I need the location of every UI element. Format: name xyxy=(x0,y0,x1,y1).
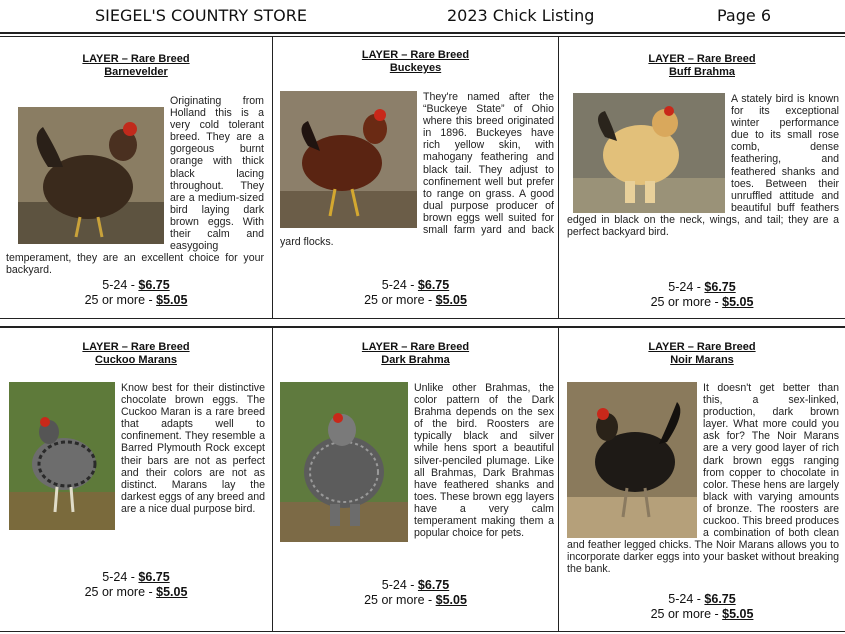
dark-brahma-photo xyxy=(280,382,408,542)
breed-description: Know best for their distinctive chocolate brown eggs. The Cuckoo Maran is a rare breed that adapts well to confinement. They resemble a Barred Plymouth Rock except their bars are not as perfect and their colors are not as distinct. Marans lay the darkest eggs of any breed and are a nice dual purpose bird. xyxy=(121,382,265,515)
breed-description: It doesn't get better than this, a sex-linked, production, dark brown layer. What more could you ask for? The Noir Marans are a very good layer of rich dark brown eggs ranging from copper to chocolate in color. These hens are largely black with varying amounts of bronze. The roosters are cuckoo. This breed produces a combination of both clean and feather legged chicks. The Noir Marans allows you to incorporate darker eggs into your basket without breaking the bank. xyxy=(567,382,839,576)
breed-description: Originating from Holland this is a very cold tolerant breed. They are a gorgeous burnt orange with thick black lacing throughout. They are a medium-sized bird laying dark brown eggs. With their calm and easygoing temperament, they are an excellent choice for your backyard. xyxy=(6,95,264,277)
price-tier2: $5.05 xyxy=(722,295,754,309)
breed-title xyxy=(273,49,558,75)
price-block: 5-24 - $6.75 25 or more - $5.05 xyxy=(364,278,467,307)
price-block: 5-24 - $6.75 25 or more - $5.05 xyxy=(650,280,754,309)
price-tier2: $5.05 xyxy=(156,585,188,599)
breed-name: Noir Marans xyxy=(670,354,734,366)
breed-title xyxy=(0,341,272,367)
breed-description: Unlike other Brahmas, the color pattern of the Dark Brahma depends on the sex of the bird. Roosters are typically black and silver while hens sport a beautiful silver-penciled plumage. Like all Brahmas, Dark Brahmas have feathered shanks and toes. These brown egg layers have a very calm temperament making them a popular choice for pets. xyxy=(414,382,554,540)
price-tier2: $5.05 xyxy=(156,293,188,307)
price-tier2: $5.05 xyxy=(722,607,754,621)
noir-marans-photo xyxy=(567,382,697,538)
breed-description: A stately bird is known for its exceptional winter performance due to its small rose comb, dense feathering, and feathered shanks and toes. Between their unruffled attitude and beautiful buff feathers edged in black on the neck, wings, and tail; they are a perfect backyard bird. xyxy=(567,93,839,239)
price-tier1: $6.75 xyxy=(417,578,450,592)
breed-card-buff-brahma xyxy=(559,37,845,318)
buff-brahma-photo xyxy=(573,93,725,213)
breed-description-block xyxy=(280,382,554,542)
breed-card-barnevelder xyxy=(0,37,272,318)
breed-title xyxy=(0,53,272,79)
page-number: Page 6 xyxy=(717,6,771,25)
breed-category: LAYER – Rare Breed xyxy=(82,53,190,65)
price-tier1: $6.75 xyxy=(138,278,170,292)
listing-title: 2023 Chick Listing xyxy=(447,6,595,25)
breed-title xyxy=(559,341,845,367)
price-tier2: $5.05 xyxy=(435,293,467,307)
breed-description-block xyxy=(567,93,839,238)
breed-row-2 xyxy=(0,326,845,632)
breed-name: Buckeyes xyxy=(389,62,442,74)
breed-description: They're named after the “Buckeye State” of Ohio where this breed originated in 1896. Buckeyes have rich yellow skin, with mahogany feathering and black tail. They adjust to confinement well but prefer to range on grass. A good dual purpose producer of brown eggs well suited for small farm yard and back yard flocks. xyxy=(280,91,554,249)
price-tier1: $6.75 xyxy=(417,278,450,292)
cuckoo-marans-photo xyxy=(9,382,115,530)
price-block: 5-24 - $6.75 25 or more - $5.05 xyxy=(84,278,188,307)
buckeye-photo xyxy=(280,91,417,228)
breed-row-1 xyxy=(0,36,845,319)
breed-card-cuckoo-marans xyxy=(0,328,272,631)
price-tier1: $6.75 xyxy=(704,592,736,606)
breed-description-block xyxy=(6,95,264,276)
breed-category: LAYER – Rare Breed xyxy=(648,341,756,353)
breed-description-block xyxy=(280,91,554,248)
breed-description-block xyxy=(9,382,265,530)
breed-name: Barnevelder xyxy=(104,66,168,78)
barnevelder-photo xyxy=(18,107,164,244)
price-block: 5-24 - $6.75 25 or more - $5.05 xyxy=(84,570,188,599)
breed-card-buckeyes xyxy=(272,37,559,318)
store-name: SIEGEL'S COUNTRY STORE xyxy=(95,6,307,25)
price-block: 5-24 - $6.75 25 or more - $5.05 xyxy=(650,592,754,621)
breed-description-block xyxy=(567,382,839,576)
price-tier2: $5.05 xyxy=(435,593,467,607)
page-header xyxy=(0,0,845,34)
breed-title xyxy=(273,341,558,367)
breed-category: LAYER – Rare Breed xyxy=(361,341,470,353)
breed-title xyxy=(559,53,845,79)
breed-card-noir-marans xyxy=(559,328,845,631)
breed-category: LAYER – Rare Breed xyxy=(648,53,756,65)
breed-category: LAYER – Rare Breed xyxy=(361,49,470,61)
breed-card-dark-brahma xyxy=(272,328,559,631)
price-tier1: $6.75 xyxy=(704,280,736,294)
breed-name: Cuckoo Marans xyxy=(95,354,177,366)
breed-name: Buff Brahma xyxy=(668,66,735,78)
price-tier1: $6.75 xyxy=(138,570,170,584)
breed-name: Dark Brahma xyxy=(381,354,450,366)
price-block: 5-24 - $6.75 25 or more - $5.05 xyxy=(364,578,467,607)
breed-category: LAYER – Rare Breed xyxy=(82,341,190,353)
